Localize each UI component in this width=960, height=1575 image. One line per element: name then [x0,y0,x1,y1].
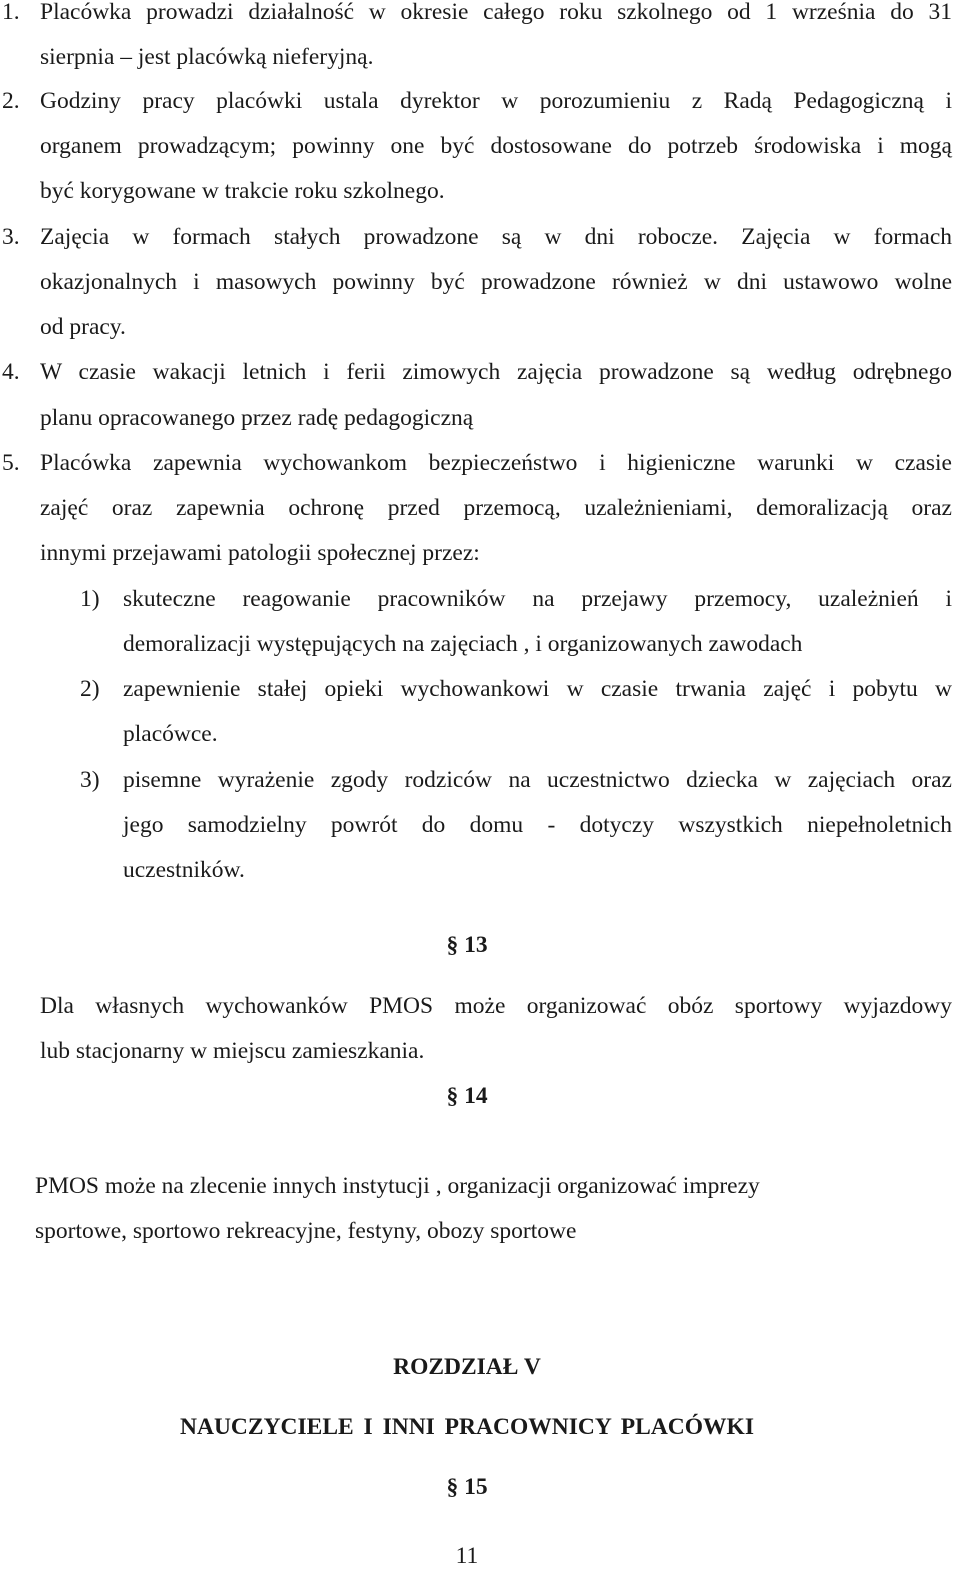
item-number: 4. [2,359,20,385]
paragraph-line: placówce. [123,721,218,747]
paragraph-line: od pracy. [40,314,126,340]
paragraph-line: innymi przejawami patologii społecznej przez: [40,540,480,566]
paragraph-line: Placówka prowadzi działalność w okresie całego roku szkolnego od 1 września do 31 [40,0,952,25]
sub-item-number: 2) [80,676,100,702]
paragraph-line: Placówka zapewnia wychowankom bezpieczeństwo i higieniczne warunki w czasie [40,450,952,476]
paragraph-line: PMOS może na zlecenie innych instytucji , organizacji organizować imprezy [35,1173,760,1199]
section-heading-13: § 13 [446,932,488,958]
paragraph-line: zapewnienie stałej opieki wychowankowi w czasie trwania zajęć i pobytu w [123,676,952,702]
paragraph-line: jego samodzielny powrót do domu - dotyczy wszystkich niepełnoletnich [123,812,952,838]
paragraph-line: sierpnia – jest placówką nieferyjną. [40,44,374,70]
sub-item-number: 1) [80,586,100,612]
page-number: 11 [455,1543,479,1569]
paragraph-line: W czasie wakacji letnich i ferii zimowych zajęcia prowadzone są według odrębnego [40,359,952,385]
item-number: 3. [2,224,20,250]
item-number: 1. [2,0,20,25]
paragraph-line: Godziny pracy placówki ustala dyrektor w porozumieniu z Radą Pedagogiczną i [40,88,952,114]
paragraph-line: uczestników. [123,857,245,883]
item-number: 2. [2,88,20,114]
paragraph-line: zajęć oraz zapewnia ochronę przed przemocą, uzależnieniami, demoralizacją oraz [40,495,952,521]
section-heading-15: § 15 [446,1474,488,1500]
paragraph-line: organem prowadzącym; powinny one być dostosowane do potrzeb środowiska i mogą [40,133,952,159]
sub-item-number: 3) [80,767,100,793]
paragraph-line: demoralizacji występujących na zajęciach , i organizowanych zawodach [123,631,803,657]
section-heading-14: § 14 [446,1083,488,1109]
paragraph-line: lub stacjonarny w miejscu zamieszkania. [40,1038,425,1064]
paragraph-line: sportowe, sportowo rekreacyjne, festyny, obozy sportowe [35,1218,577,1244]
paragraph-line: planu opracowanego przez radę pedagogiczną [40,405,474,431]
paragraph-line: okazjonalnych i masowych powinny być prowadzone również w dni ustawowo wolne [40,269,952,295]
paragraph-line: Zajęcia w formach stałych prowadzone są w dni robocze. Zajęcia w formach [40,224,952,250]
paragraph-line: skuteczne reagowanie pracowników na przejawy przemocy, uzależnień i [123,586,952,612]
paragraph-line: Dla własnych wychowanków PMOS może organizować obóz sportowy wyjazdowy [40,993,952,1019]
chapter-subtitle: NAUCZYCIELE I INNI PRACOWNICY PLACÓWKI [180,1414,754,1440]
paragraph-line: być korygowane w trakcie roku szkolnego. [40,178,445,204]
chapter-title: ROZDZIAŁ V [393,1354,541,1380]
item-number: 5. [2,450,20,476]
paragraph-line: pisemne wyrażenie zgody rodziców na uczestnictwo dziecka w zajęciach oraz [123,767,952,793]
